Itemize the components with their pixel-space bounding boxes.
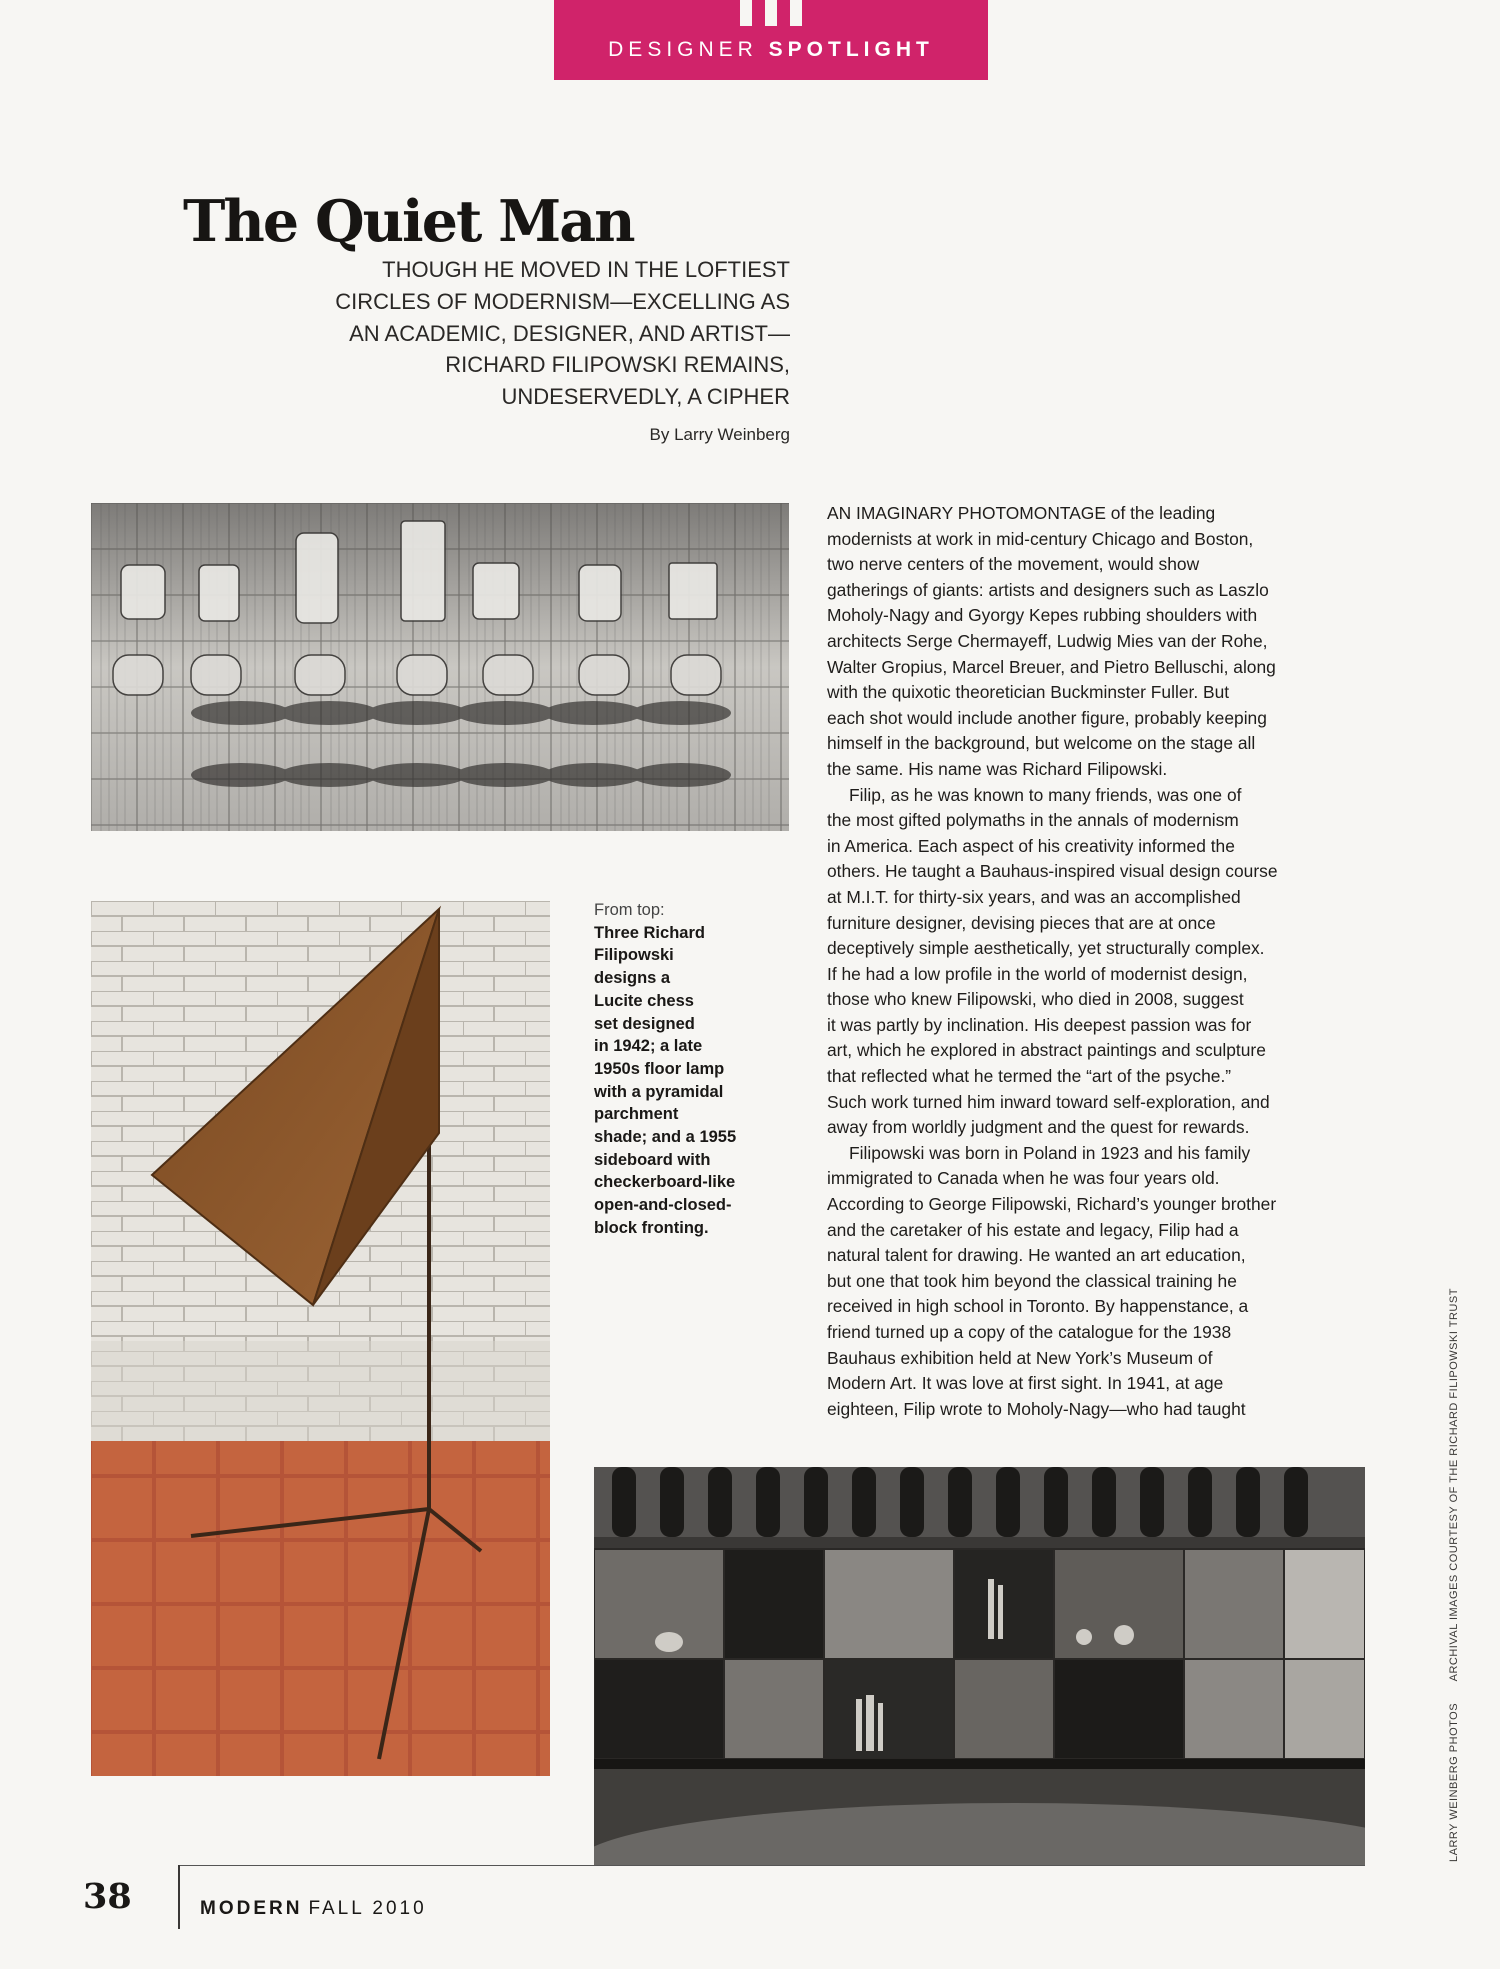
deck-line: RICHARD FILIPOWSKI REMAINS,: [445, 352, 790, 378]
article-paragraph: [827, 1141, 1347, 1423]
deck-line: AN ACADEMIC, DESIGNER, AND ARTIST—: [349, 320, 790, 346]
text-line: art, which he explored in abstract paintings and sculpture: [827, 1040, 1266, 1061]
caption-line: open-and-closed-: [594, 1196, 732, 1215]
section-label: [554, 38, 988, 62]
text-line: furniture designer, devising pieces that are at once: [827, 912, 1216, 933]
caption-line: set designed: [594, 1014, 695, 1033]
text-line: modernists at work in mid-century Chicago and Boston,: [827, 528, 1254, 549]
article-title: The Quiet Man: [183, 188, 634, 255]
text-line: AN IMAGINARY PHOTOMONTAGE of the leading: [827, 503, 1216, 523]
deck-line: CIRCLES OF MODERNISM—EXCELLING AS: [335, 288, 790, 314]
caption-lead: From top:: [594, 901, 665, 919]
text-line: it was partly by inclination. His deepest passion was for: [827, 1014, 1252, 1035]
footer-rule: [178, 1865, 1365, 1866]
text-line: and the caretaker of his estate and legacy, Filip had a: [827, 1219, 1239, 1240]
caption-line: Three Richard: [594, 923, 705, 942]
magazine-folio: [200, 1898, 427, 1920]
text-line: in America. Each aspect of his creativity informed the: [827, 835, 1235, 856]
magazine-name: MODERN: [200, 1898, 303, 1919]
text-line: Modern Art. It was love at first sight. In 1941, at age: [827, 1373, 1224, 1394]
magazine-issue: FALL 2010: [308, 1898, 427, 1919]
section-prefix: DESIGNER: [608, 38, 758, 61]
text-line: deceptively simple aesthetically, yet structurally complex.: [827, 938, 1265, 959]
deck-line: UNDESERVEDLY, A CIPHER: [501, 384, 790, 410]
text-line: himself in the background, but welcome on the stage all: [827, 733, 1256, 754]
caption-body: [594, 922, 769, 1240]
footer-divider: [178, 1865, 180, 1929]
text-line: Moholy-Nagy and Gyorgy Kepes rubbing shoulders with: [827, 605, 1258, 626]
photo-caption: [594, 899, 769, 1240]
text-line: natural talent for drawing. He wanted an art education,: [827, 1245, 1246, 1266]
article-deck: [290, 254, 790, 413]
text-line: the most gifted polymaths in the annals of modernism: [827, 810, 1239, 831]
text-line: at M.I.T. for thirty-six years, and was an accomplished: [827, 886, 1241, 907]
text-line: If he had a low profile in the world of modernist design,: [827, 963, 1248, 984]
section-logo-mark: [740, 0, 802, 26]
caption-line: block fronting.: [594, 1218, 709, 1237]
text-line: but one that took him beyond the classical training he: [827, 1270, 1237, 1291]
text-line: eighteen, Filip wrote to Moholy-Nagy—who had taught: [827, 1398, 1246, 1419]
text-line: with the quixotic theoretician Buckminster Fuller. But: [827, 682, 1230, 703]
text-line: According to George Filipowski, Richard’s younger brother: [827, 1194, 1277, 1215]
article-body: [827, 501, 1347, 1422]
text-line: Filip, as he was known to many friends, was one of: [849, 784, 1242, 805]
text-line: Filipowski was born in Poland in 1923 and his family: [849, 1142, 1251, 1163]
caption-line: Lucite chess: [594, 991, 694, 1010]
caption-line: shade; and a 1955: [594, 1128, 737, 1147]
photo-credit: [1448, 1288, 1460, 1862]
text-line: away from worldly judgment and the quest for rewards.: [827, 1117, 1250, 1138]
caption-line: designs a: [594, 969, 671, 988]
chess-set-photo: [91, 503, 789, 831]
text-line: Bauhaus exhibition held at New York’s Museum of: [827, 1347, 1213, 1368]
floor-lamp-photo: [91, 901, 550, 1776]
caption-line: with a pyramidal: [594, 1082, 724, 1101]
caption-line: checkerboard-like: [594, 1173, 736, 1192]
section-name: SPOTLIGHT: [768, 38, 934, 61]
text-line: that reflected what he termed the “art of the psyche.”: [827, 1066, 1232, 1087]
text-line: each shot would include another figure, probably keeping: [827, 707, 1267, 728]
text-line: others. He taught a Bauhaus-inspired visual design course: [827, 861, 1278, 882]
caption-line: 1950s floor lamp: [594, 1059, 725, 1078]
text-line: the same. His name was Richard Filipowski.: [827, 758, 1168, 779]
section-badge: [554, 0, 988, 80]
article-paragraph: [827, 501, 1347, 783]
byline: By Larry Weinberg: [649, 425, 790, 444]
sideboard-photo: [594, 1467, 1365, 1865]
page-number: 38: [83, 1876, 132, 1917]
text-line: gatherings of giants: artists and designers such as Laszlo: [827, 579, 1269, 600]
archival-credit-line: ARCHIVAL IMAGES COURTESY OF THE RICHARD FILIPOWSKI TRUST: [1448, 1288, 1460, 1682]
text-line: Such work turned him inward toward self-exploration, and: [827, 1091, 1270, 1112]
text-line: architects Serge Chermayeff, Ludwig Mies van der Rohe,: [827, 630, 1268, 651]
caption-line: Filipowski: [594, 946, 674, 965]
caption-line: in 1942; a late: [594, 1037, 703, 1056]
caption-line: sideboard with: [594, 1150, 711, 1169]
deck-line: THOUGH HE MOVED IN THE LOFTIEST: [382, 257, 790, 282]
text-line: friend turned up a copy of the catalogue for the 1938: [827, 1322, 1232, 1342]
photo-credit-line: LARRY WEINBERG PHOTOS: [1448, 1702, 1460, 1862]
text-line: those who knew Filipowski, who died in 2008, suggest: [827, 989, 1244, 1010]
text-line: received in high school in Toronto. By happenstance, a: [827, 1296, 1249, 1317]
article-paragraph: [827, 783, 1347, 1141]
caption-line: parchment: [594, 1105, 679, 1124]
text-line: Walter Gropius, Marcel Breuer, and Pietro Belluschi, along: [827, 656, 1276, 677]
text-line: immigrated to Canada when he was four years old.: [827, 1168, 1220, 1189]
text-line: two nerve centers of the movement, would show: [827, 554, 1200, 575]
